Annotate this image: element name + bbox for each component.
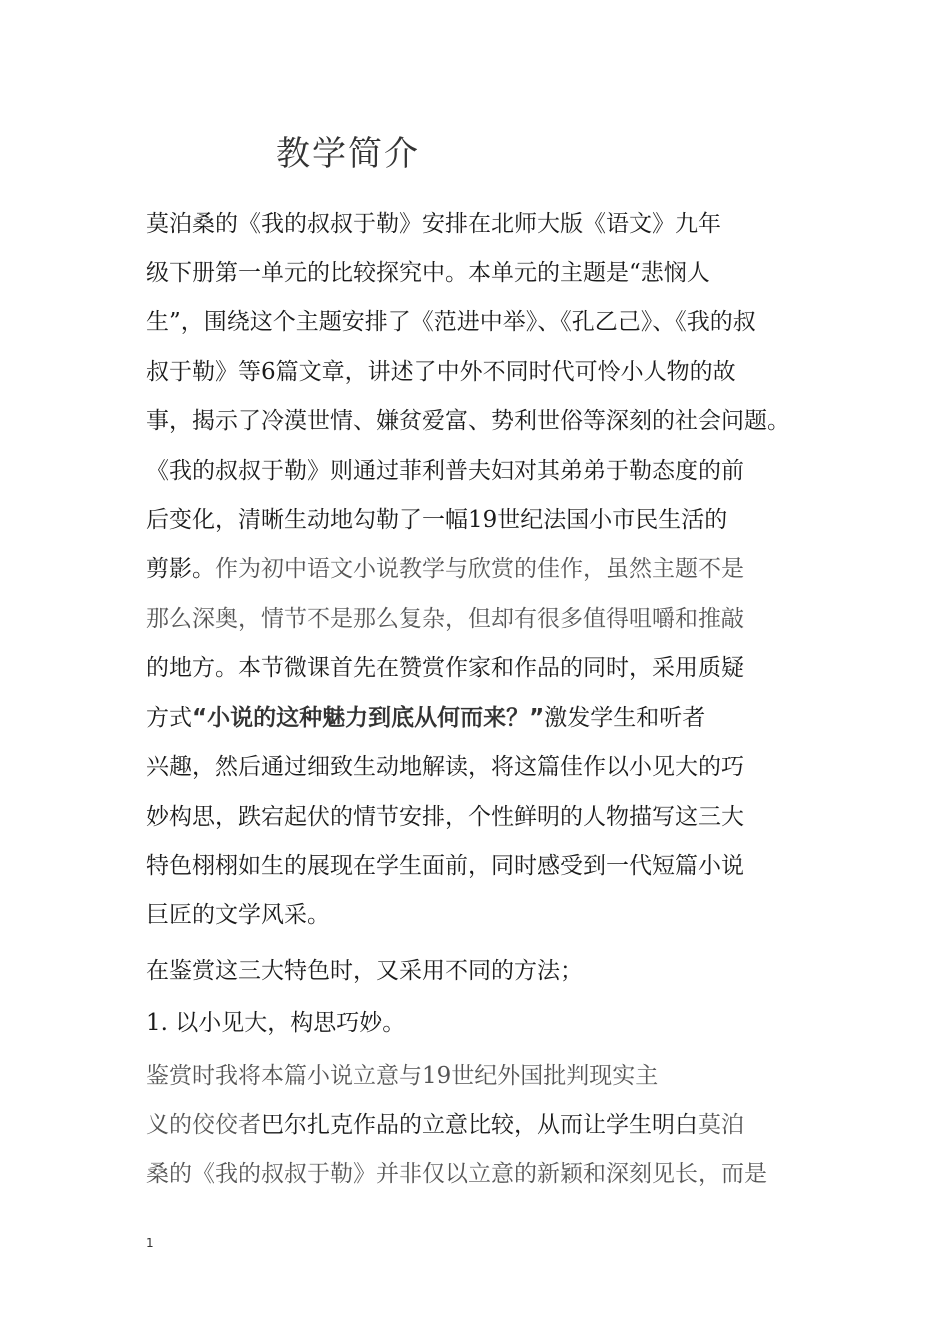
paragraph-text-gray: 义的佼佼者 <box>146 1112 261 1138</box>
paragraph-line: 的地方。本节微课首先在赞赏作家和作品的同时，采用质疑 <box>146 655 744 681</box>
paragraph-line <box>146 1109 826 1141</box>
paragraph-line <box>146 702 826 734</box>
paragraph-text-gray: 莫泊 <box>698 1112 744 1138</box>
document-title: 教学简介 <box>276 134 420 174</box>
paragraph-line: 那么深奥，情节不是那么复杂，但却有很多值得咀嚼和推敲 <box>146 606 744 632</box>
paragraph-line: 桑的《我的叔叔于勒》并非仅以立意的新颖和深刻见长，而是 <box>146 1161 767 1187</box>
paragraph-line: 鉴赏时我将本篇小说立意与19世纪外国批判现实主 <box>146 1063 659 1089</box>
paragraph-line: 级下册第一单元的比较探究中。本单元的主题是“悲悯人 <box>146 260 710 286</box>
paragraph-text: 方式 <box>146 705 192 731</box>
paragraph-line: 事，揭示了冷漠世情、嫌贫爱富、势利世俗等深刻的社会问题。 <box>146 408 790 434</box>
list-item: 1. 以小见大，构思巧妙。 <box>146 1010 406 1036</box>
paragraph-text: 激发学生和听者 <box>544 705 706 731</box>
paragraph-line: 特色栩栩如生的展现在学生面前，同时感受到一代短篇小说 <box>146 853 744 879</box>
paragraph-text: 剪影。 <box>146 556 215 582</box>
paragraph-line: 《我的叔叔于勒》则通过菲利普夫妇对其弟弟于勒态度的前 <box>146 458 744 484</box>
paragraph-line: 在鉴赏这三大特色时，又采用不同的方法； <box>146 958 583 984</box>
highlighted-question: “小说的这种魅力到底从何而来？” <box>192 705 545 731</box>
paragraph-line: 生”，围绕这个主题安排了《范进中举》、《孔乙己》、《我的叔 <box>146 309 756 335</box>
paragraph-text-gray: 作为初中语文小说教学与欣赏的佳作，虽然主题不是 <box>215 556 744 582</box>
paragraph-line: 巨匠的文学风采。 <box>146 902 330 928</box>
paragraph-line: 妙构思，跌宕起伏的情节安排，个性鲜明的人物描写这三大 <box>146 804 744 830</box>
paragraph-line: 后变化，清晰生动地勾勒了一幅19世纪法国小市民生活的 <box>146 507 728 533</box>
paragraph-line: 叔于勒》等6篇文章，讲述了中外不同时代可怜小人物的故 <box>146 359 736 385</box>
paragraph-line: 莫泊桑的《我的叔叔于勒》安排在北师大版《语文》九年 <box>146 211 721 237</box>
paragraph-line <box>146 553 826 585</box>
page-number: 1 <box>146 1236 154 1250</box>
paragraph-line: 兴趣，然后通过细致生动地解读，将这篇佳作以小见大的巧 <box>146 754 744 780</box>
paragraph-text: 巴尔扎克作品的立意比较，从而让学生明白 <box>261 1112 698 1138</box>
